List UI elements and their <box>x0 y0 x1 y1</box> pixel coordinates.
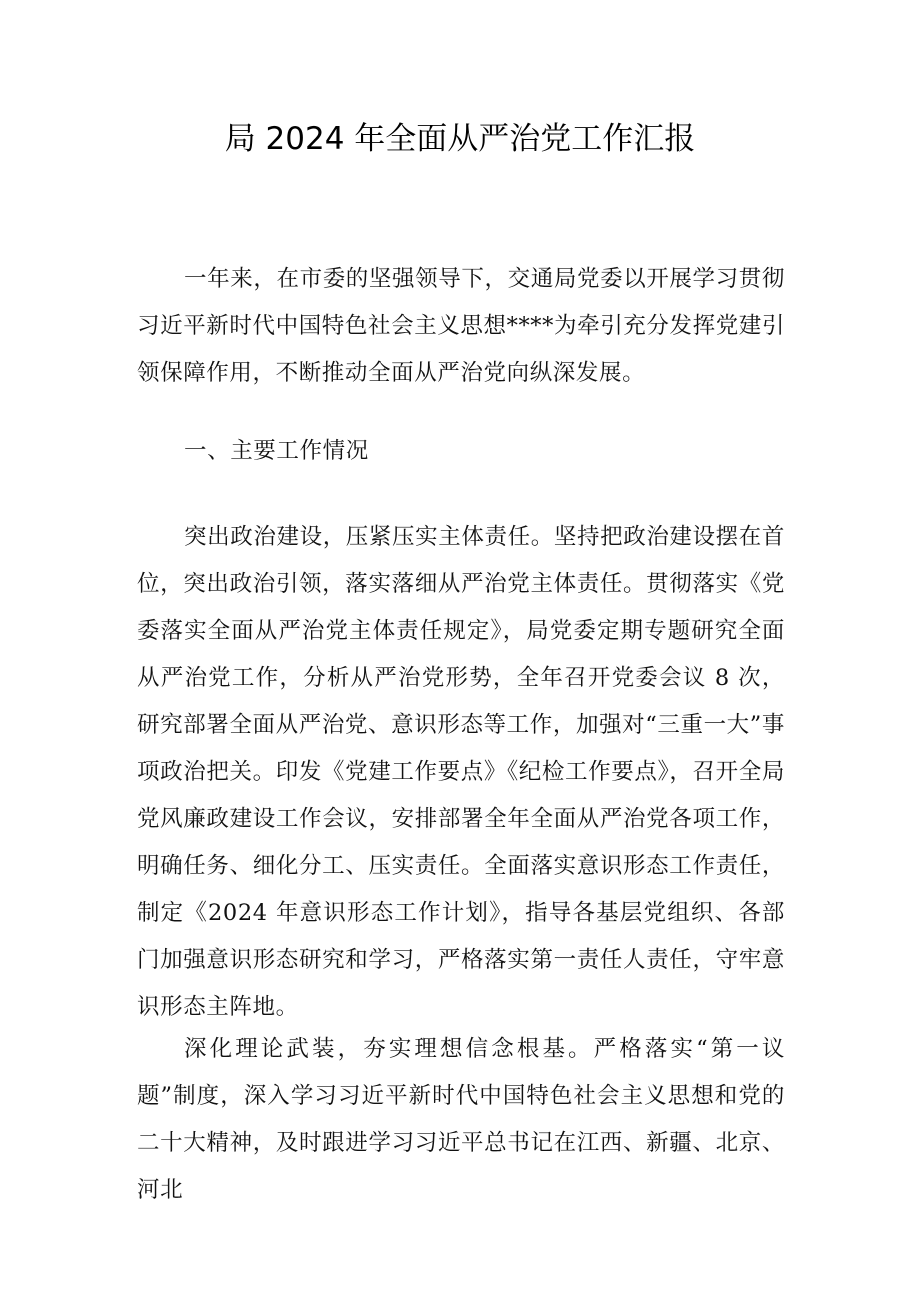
body-paragraph-political-building: 突出政治建设，压紧压实主体责任。坚持把政治建设摆在首位，突出政治引领，落实落细从严治党主体责任。贯彻落实《党委落实全面从严治党主体责任规定》，局党委定期专题研究全面从严治党工作，分析从严治党形势，全年召开党委会议 8 次，研究部署全面从严治党、意识形态等工作，加强对“三重一大”事项政治把关。印发《党建工作要点》《纪检工作要点》，召开全局党风廉政建设工作会议，安排部署全年全面从严治党各项工作，明确任务、细化分工、压实责任。全面落实意识形态工作责任，制定《2024 年意识形态工作计划》，指导各基层党组织、各部门加强意识形态研究和学习，严格落实第一责任人责任，守牢意识形态主阵地。 <box>137 524 785 1020</box>
intro-paragraph: 一年来，在市委的坚强领导下，交通局党委以开展学习贯彻习近平新时代中国特色社会主义思想****为牵引充分发挥党建引领保障作用，不断推动全面从严治党向纵深发展。 <box>137 266 786 386</box>
body-paragraph-theory-arming: 深化理论武装，夯实理想信念根基。严格落实“第一议题”制度，深入学习习近平新时代中国特色社会主义思想和党的二十大精神，及时跟进学习习近平总书记在江西、新疆、北京、河北 <box>137 1036 785 1203</box>
section-heading: 一、主要工作情况 <box>184 438 369 464</box>
document-title: 局 2024 年全面从严治党工作汇报 <box>224 121 696 157</box>
